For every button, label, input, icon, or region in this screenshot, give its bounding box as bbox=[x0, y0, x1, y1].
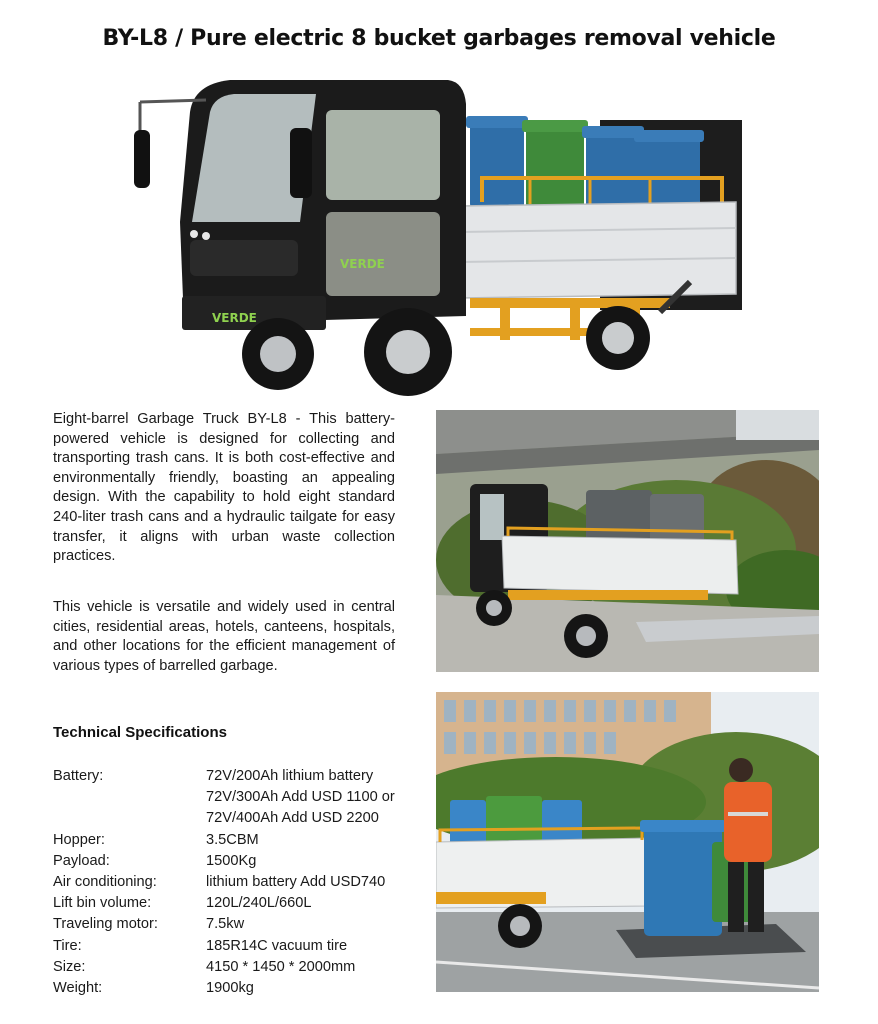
spec-row bbox=[53, 766, 436, 787]
spec-label: Size: bbox=[53, 958, 86, 975]
truck-under-bridge-photo bbox=[436, 410, 819, 672]
spec-value: 72V/200Ah lithium battery bbox=[206, 768, 374, 784]
spec-value: lithium battery Add USD740 bbox=[206, 874, 386, 891]
specs-heading: Technical Specifications bbox=[53, 724, 227, 741]
spec-value: 1500Kg bbox=[206, 852, 257, 869]
worker-loading-bin-photo bbox=[436, 692, 819, 992]
spec-row bbox=[53, 787, 436, 808]
spec-row bbox=[53, 808, 436, 829]
svg-text:VERDE: VERDE bbox=[340, 257, 385, 271]
spec-row bbox=[53, 830, 436, 851]
spec-label: Lift bin volume: bbox=[53, 895, 152, 912]
page-title: BY-L8 / Pure electric 8 bucket garbages removal vehicle bbox=[102, 26, 776, 51]
svg-text:VERDE: VERDE bbox=[212, 311, 257, 325]
spec-label: Hopper: bbox=[53, 831, 105, 848]
spec-label: Air conditioning: bbox=[53, 874, 157, 891]
spec-row bbox=[53, 914, 436, 935]
spec-label: Weight: bbox=[53, 980, 103, 997]
spec-label: Payload: bbox=[53, 852, 110, 869]
hero-truck-image bbox=[130, 72, 750, 402]
spec-row bbox=[53, 936, 436, 957]
spec-value: 72V/400Ah Add USD 2200 bbox=[206, 810, 379, 827]
spec-row bbox=[53, 872, 436, 893]
spec-value: 3.5CBM bbox=[206, 831, 259, 848]
spec-value: 120L/240L/660L bbox=[206, 895, 312, 912]
spec-value: 72V/300Ah Add USD 1100 or bbox=[206, 789, 395, 806]
specs-table bbox=[53, 766, 436, 999]
spec-row bbox=[53, 893, 436, 914]
spec-label: Tire: bbox=[53, 937, 82, 954]
spec-value: 1900kg bbox=[206, 980, 254, 997]
spec-row bbox=[53, 957, 436, 978]
spec-label bbox=[53, 808, 206, 829]
spec-row bbox=[53, 978, 436, 999]
spec-label: Battery: bbox=[53, 768, 104, 784]
spec-label bbox=[53, 787, 206, 808]
spec-row bbox=[53, 851, 436, 872]
description-paragraph-1: Eight-barrel Garbage Truck BY-L8 - This battery-powered vehicle is designed for collecting and transporting trash cans. It is both cost-effective and environmentally friendly, boasting an appealing design. With the capability to hold eight standard 240-liter trash cans and a hydraulic tailgate for easy transfer, it aligns with urban waste collection practices. bbox=[53, 411, 395, 565]
spec-value: 185R14C vacuum tire bbox=[206, 937, 348, 954]
description-paragraph-2: This vehicle is versatile and widely used in central cities, residential areas, hotels, canteens, hospitals, and other locations for the efficient management of various types of barrelled garbage. bbox=[53, 599, 395, 674]
spec-value: 4150 * 1450 * 2000mm bbox=[206, 958, 356, 975]
spec-value: 7.5kw bbox=[206, 916, 245, 933]
spec-label: Traveling motor: bbox=[53, 916, 158, 933]
